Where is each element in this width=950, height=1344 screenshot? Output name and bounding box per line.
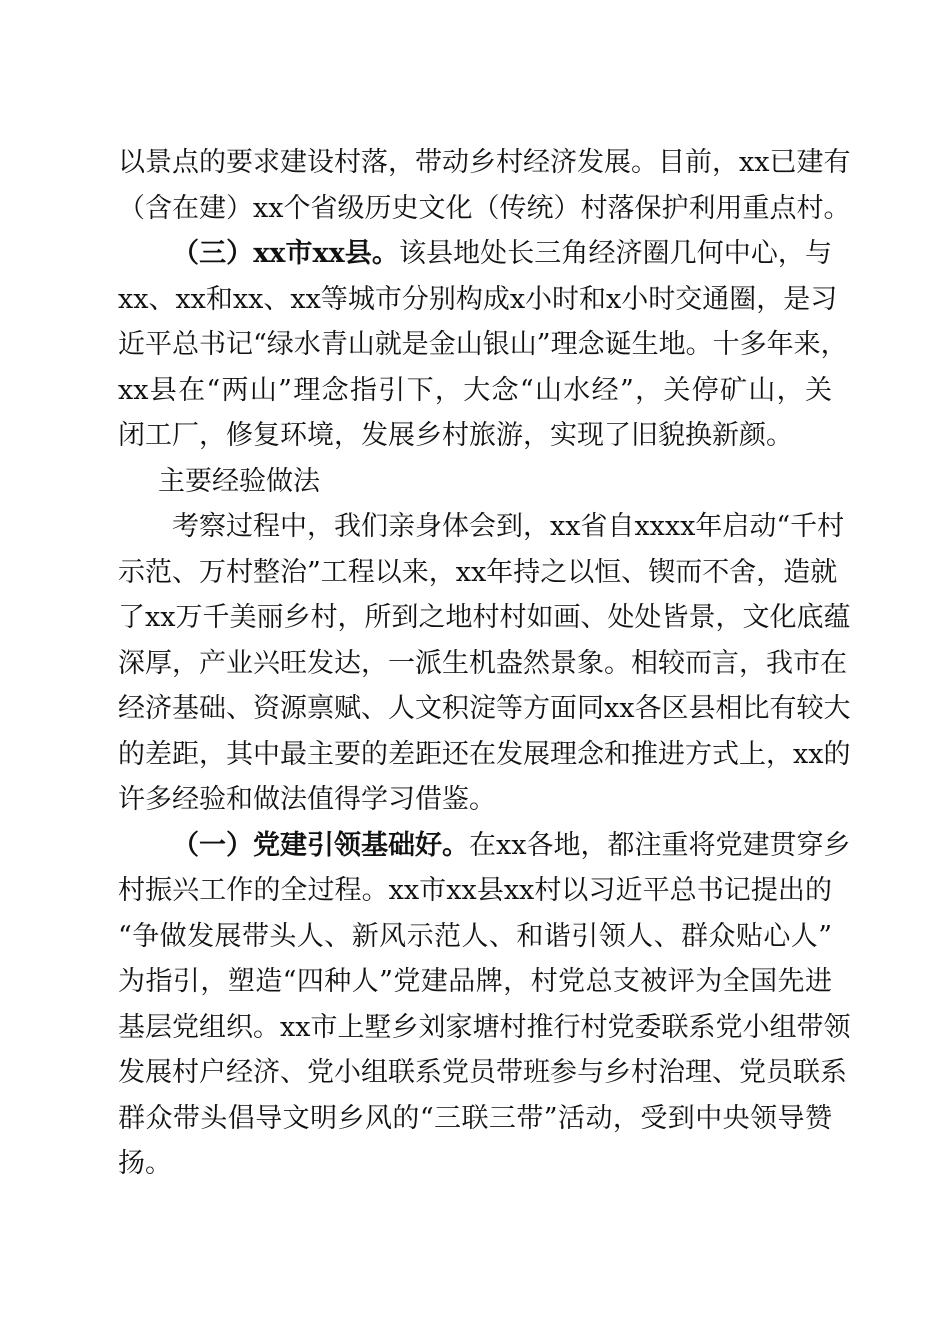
paragraph-3 <box>118 459 832 505</box>
text-line: 基层党组织。xx市上墅乡刘家塘村推行村党委联系党小组带领 <box>118 1011 851 1043</box>
paragraph-1 <box>118 140 851 231</box>
text-line: 近平总书记“绿水青山就是金山银山”理念诞生地。十多年来， <box>118 329 848 360</box>
text-line: 示范、万村整治”工程以来，xx年持之以恒、锲而不舍，造就 <box>118 556 838 588</box>
text-line: 考察过程中，我们亲身体会到，xx省自xxxx年启动“千村 <box>172 511 845 542</box>
text-line: 深厚，产业兴旺发达，一派生机盎然景象。相较而言，我市在 <box>118 647 847 679</box>
paragraph-5 <box>118 823 851 1187</box>
text-line: 为指引，塑造“四种人”党建品牌，村党总支被评为全国先进 <box>118 966 832 997</box>
text-line: 许多经验和做法值得学习借鉴。 <box>118 784 496 815</box>
text-line: xx、xx和xx、xx等城市分别构成x小时和x小时交通圈，是习 <box>118 283 838 315</box>
text-line: 扬。 <box>118 1148 172 1179</box>
text-line: 发展村户经济、党小组联系党员带班参与乡村治理、党员联系 <box>118 1057 847 1088</box>
document-page <box>118 140 851 1187</box>
text-line: （含在建）xx个省级历史文化（传统）村落保护利用重点村。 <box>118 192 851 224</box>
text-line: 经济基础、资源禀赋、人文积淀等方面同xx各区县相比有较大 <box>118 693 851 724</box>
text-line <box>118 231 832 277</box>
text-line: 的差距，其中最主要的差距还在发展理念和推进方式上，xx的 <box>118 738 851 770</box>
text-line: 闭工厂，修复环境，发展乡村旅游，实现了旧貌换新颜。 <box>118 420 793 451</box>
text-line: “争做发展带头人、新风示范人、和谐引领人、群众贴心人” <box>118 920 832 952</box>
section-lead: （一）党建引领基础好。 <box>172 829 469 861</box>
text-run: 在xx各地，都注重将党建贯穿乡 <box>469 829 851 861</box>
text-line <box>118 823 851 869</box>
text-line: 以景点的要求建设村落，带动乡村经济发展。目前，xx已建有 <box>118 147 851 178</box>
text-line: xx县在“两山”理念指引下，大念“山水经”，关停矿山，关 <box>118 374 832 406</box>
text-line: 了xx万千美丽乡村，所到之地村村如画、处处皆景，文化底蕴 <box>118 602 851 633</box>
paragraph-2 <box>118 231 848 459</box>
text-run: 该县地处长三角经济圈几何中心，与 <box>398 238 833 269</box>
section-heading: 主要经验做法 <box>158 465 320 497</box>
section-lead: （三）xx市xx县。 <box>172 238 399 269</box>
paragraph-4 <box>118 504 851 823</box>
text-line: 村振兴工作的全过程。xx市xx县xx村以习近平总书记提出的 <box>118 875 832 906</box>
text-line: 群众带头倡导文明乡风的“三联三带”活动，受到中央领导赞 <box>118 1102 832 1134</box>
